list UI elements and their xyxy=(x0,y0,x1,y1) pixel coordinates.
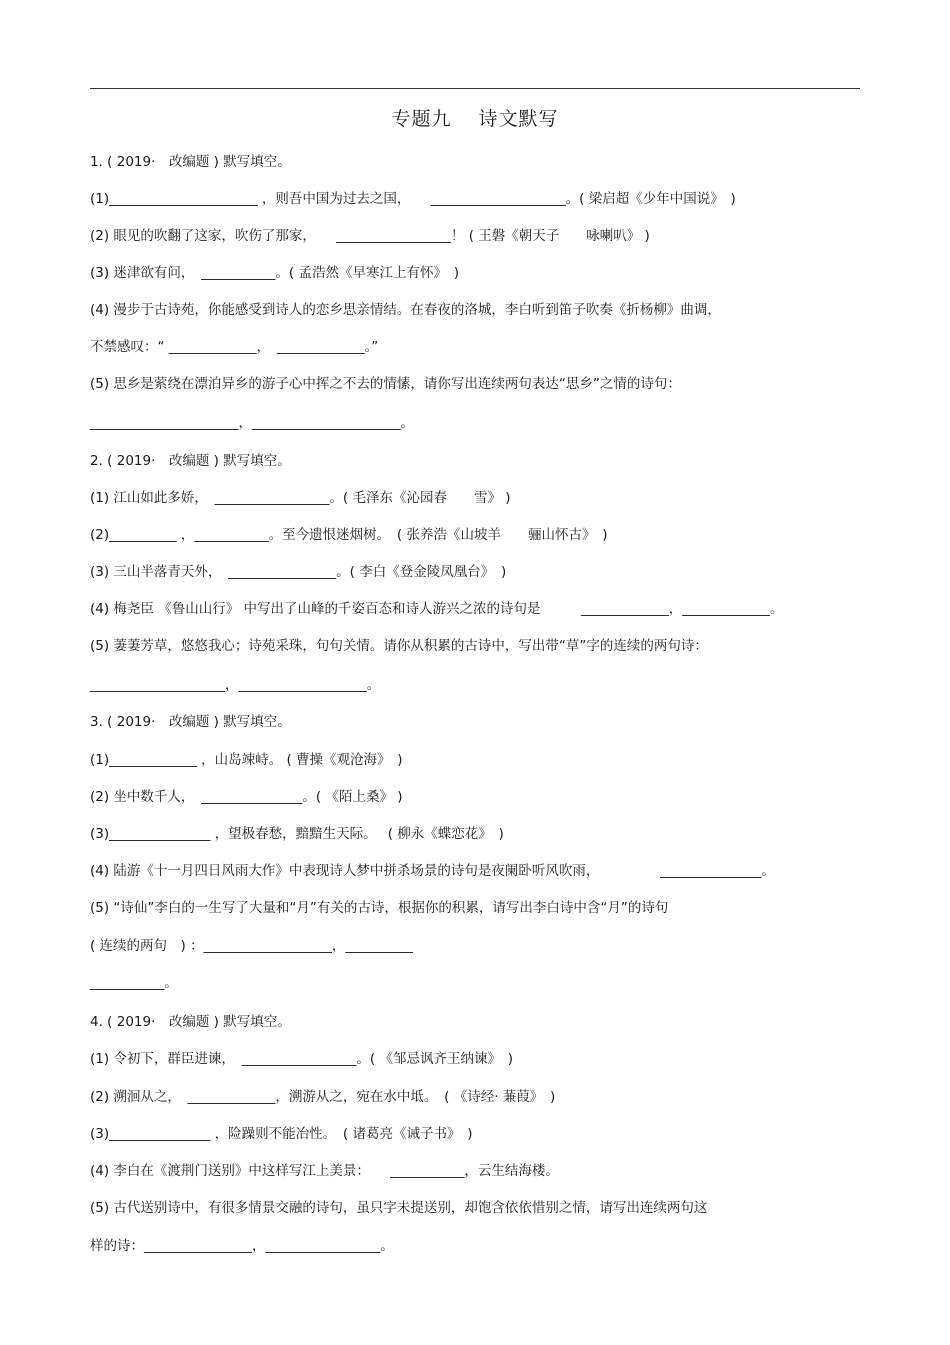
question-line: ______________________，______________________。 xyxy=(90,415,414,431)
question-line: (1)_____________ ，山岛竦峙。 ( 曹操《观沧海》 ) xyxy=(90,752,403,768)
question-line: 1. ( 2019· 改编题 ) 默写填空。 xyxy=(90,154,291,170)
question-line: (3) 三山半落青天外， ________________。( 李白《登金陵凤凰台》 ) xyxy=(90,564,507,580)
question-line: ___________。 xyxy=(90,975,178,991)
question-line: 样的诗：________________，_________________。 xyxy=(90,1238,394,1254)
question-line: 3. ( 2019· 改编题 ) 默写填空。 xyxy=(90,714,291,730)
question-line: (1) 江山如此多娇， _________________。( 毛泽东《沁园春 雪》 ) xyxy=(90,490,511,506)
question-line: (5) 萋萋芳草，悠悠我心；诗苑采珠，句句关情。请你从积累的古诗中，写出带“草”字的连续的两句诗： xyxy=(90,638,708,654)
question-line: (4) 陆游《十一月四日风雨大作》中表现诗人梦中拼杀场景的诗句是夜阑卧听风吹雨， _______________。 xyxy=(90,863,775,879)
question-line: (4) 李白在《渡荆门送别》中这样写江上美景： ___________，云生结海楼。 xyxy=(90,1163,559,1179)
question-line: (4) 梅尧臣 《鲁山山行》 中写出了山峰的千姿百态和诗人游兴之浓的诗句是 _____________，_____________。 xyxy=(90,601,784,617)
question-line: ( 连续的两句 ) ：___________________，__________ xyxy=(90,938,413,954)
question-line: 4. ( 2019· 改编题 ) 默写填空。 xyxy=(90,1014,291,1030)
question-line: (5) 思乡是萦绕在漂泊异乡的游子心中挥之不去的情愫，请你写出连续两句表达“思乡”之情的诗句： xyxy=(90,376,681,392)
header-rule xyxy=(90,88,860,89)
question-line: (2)__________ ，___________。至今遗恨迷烟树。 ( 张养浩《山坡羊 骊山怀古》 ) xyxy=(90,527,608,543)
question-line: (5) “诗仙”李白的一生写了大量和“月”有关的古诗，根据你的积累，请写出李白诗中含“月”的诗句 xyxy=(90,900,669,916)
question-line: (2) 溯洄从之， _____________，溯游从之，宛在水中坻。 ( 《诗经· 蒹葭》 ) xyxy=(90,1089,556,1105)
page-title: 专题九 诗文默写 xyxy=(391,108,559,130)
question-line: (1)______________________ ，则吾中国为过去之国， ____________________。( 梁启超《少年中国说》 ) xyxy=(90,191,736,207)
question-line: (3)_______________ ，望极春愁，黯黯生天际。 ( 柳永《蝶恋花》 ) xyxy=(90,826,504,842)
question-line: (1) 令初下，群臣进谏， _________________。( 《邹忌讽齐王纳谏》 ) xyxy=(90,1051,513,1067)
question-line: (4) 漫步于古诗苑，你能感受到诗人的恋乡思亲情结。在春夜的洛城，李白听到笛子吹奏《折杨柳》曲调， xyxy=(90,302,721,318)
question-line: (2) 眼见的吹翻了这家，吹伤了那家， _________________！ ( 王磐《朝天子 咏喇叭》 ) xyxy=(90,228,650,244)
question-line: (3) 迷津欲有问， ___________。( 孟浩然《早寒江上有怀》 ) xyxy=(90,265,459,281)
question-line: 不禁感叹：“ _____________， _____________。” xyxy=(90,339,379,355)
question-line: ____________________，___________________。 xyxy=(90,677,381,693)
question-line: (5) 古代送别诗中，有很多情景交融的诗句，虽只字未提送别，却饱含依依惜别之情，请写出连续两句这 xyxy=(90,1200,708,1216)
question-line: (3)_______________ ，险躁则不能冶性。 ( 诸葛亮《诫子书》 ) xyxy=(90,1126,473,1142)
question-line: 2. ( 2019· 改编题 ) 默写填空。 xyxy=(90,453,291,469)
question-line: (2) 坐中数千人， _______________。( 《陌上桑》 ) xyxy=(90,789,403,805)
